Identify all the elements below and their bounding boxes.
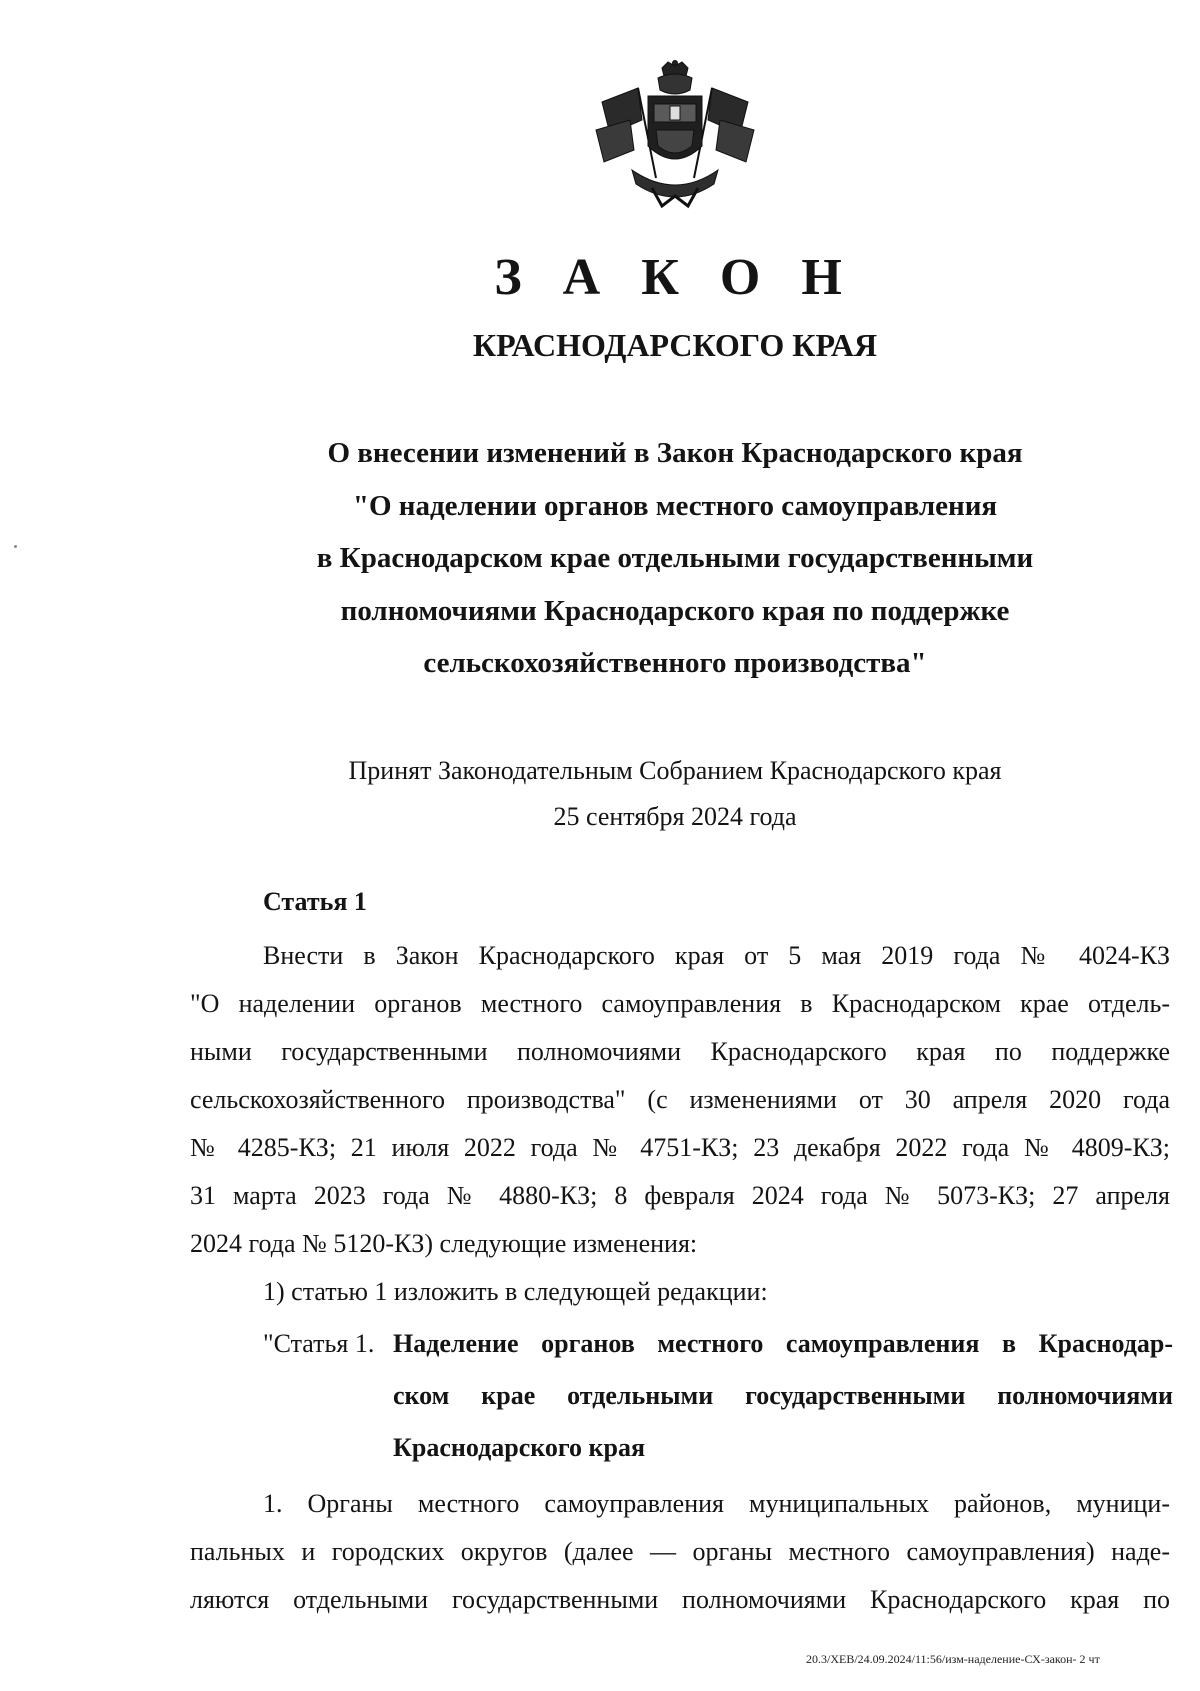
body-line: № 4285-КЗ; 21 июля 2022 года № 4751-КЗ; 23 декабря 2022 года № 4809-КЗ; — [190, 1133, 1170, 1162]
scan-speck — [14, 545, 17, 548]
paragraph-1 — [190, 1480, 1170, 1624]
quoted-title-line: Краснодарского края — [393, 1433, 646, 1462]
law-heading — [180, 427, 1170, 690]
law-heading-line: в Краснодарском крае отдельными государственными — [316, 542, 1034, 574]
body-line: 31 марта 2023 года № 4880-КЗ; 8 февраля 2024 года № 5073-КЗ; 27 апреля — [190, 1181, 1170, 1210]
body-line: пальных и городских округов (далее — органы местного самоуправления) наде- — [190, 1537, 1170, 1566]
article-body — [190, 932, 1170, 1268]
body-line: 1. Органы местного самоуправления муниципальных районов, муници- — [263, 1489, 1170, 1518]
body-line: Внести в Закон Краснодарского края от 5 мая 2019 года № 4024-КЗ — [263, 941, 1170, 970]
body-line: сельскохозяйственного производства" (с изменениями от 30 апреля 2020 года — [190, 1085, 1170, 1114]
law-heading-line: О внесении изменений в Закон Краснодарского края — [327, 437, 1023, 469]
body-line: ляются отдельными государственными полномочиями Краснодарского края по — [190, 1585, 1170, 1614]
quoted-title-line: ском крае отдельными государственными полномочиями — [393, 1381, 1173, 1410]
adoption-line: Принят Законодательным Собранием Краснодарского края — [348, 756, 1002, 785]
law-heading-line: полномочиями Краснодарского края по поддержке — [340, 594, 1010, 627]
body-line: "О наделении органов местного самоуправления в Краснодарском крае отдель- — [190, 989, 1170, 1018]
quoted-article-label: "Статья 1. — [263, 1329, 375, 1358]
adoption-note — [180, 748, 1170, 840]
law-heading-line: сельскохозяйственного производства" — [423, 647, 927, 679]
document-title: З А К О Н — [494, 249, 856, 306]
document-subtitle: КРАСНОДАРСКОГО КРАЯ — [472, 327, 878, 363]
body-line: ными государственными полномочиями Краснодарского края по поддержке — [190, 1037, 1170, 1066]
amendment-item: 1) статью 1 изложить в следующей редакции: — [263, 1277, 768, 1306]
quoted-title-line: Наделение органов местного самоуправления в Краснодар- — [393, 1329, 1173, 1358]
article-heading: Статья 1 — [263, 887, 367, 916]
law-heading-line: "О наделении органов местного самоуправления — [352, 489, 998, 522]
quoted-article-title — [393, 1318, 1173, 1474]
body-line: 2024 года № 5120-КЗ) следующие изменения: — [190, 1229, 698, 1258]
coat-of-arms-emblem — [592, 60, 758, 210]
adoption-date: 25 сентября 2024 года — [553, 802, 797, 831]
document-footer-code: 20.3/ХЕВ/24.09.2024/11:56/изм-наделение-СХ-закон- 2 чт — [806, 1652, 1100, 1666]
